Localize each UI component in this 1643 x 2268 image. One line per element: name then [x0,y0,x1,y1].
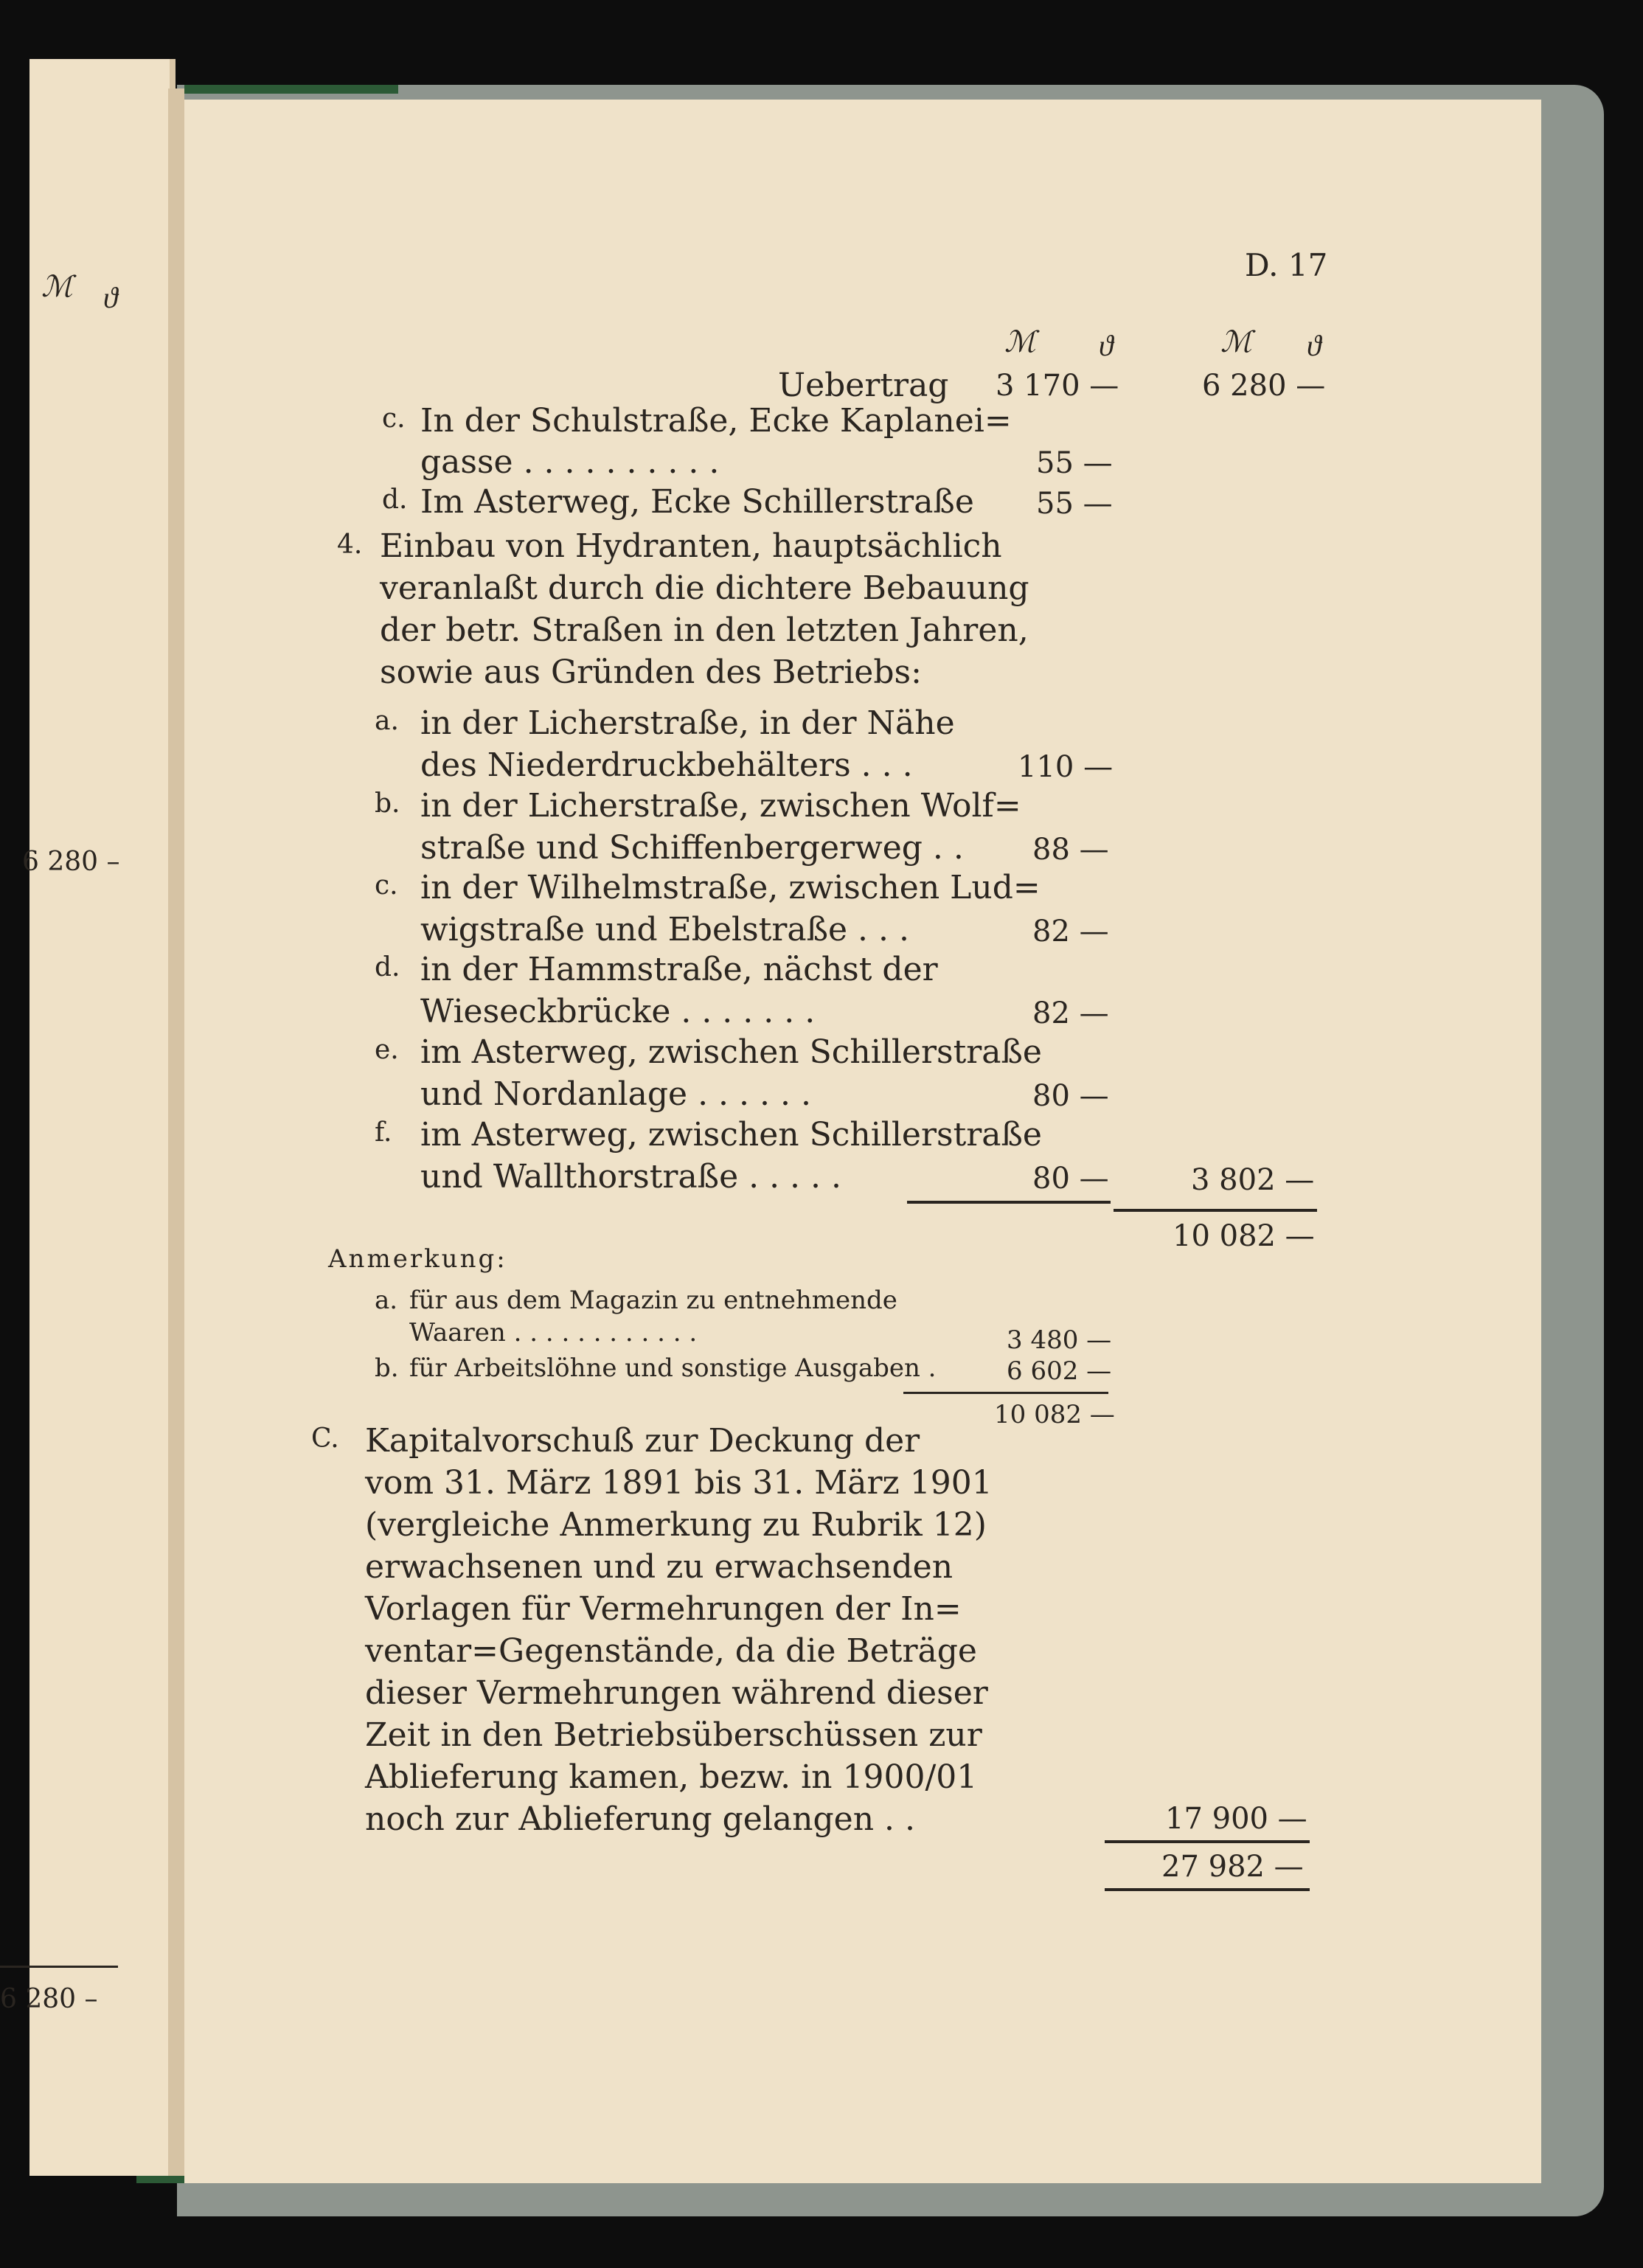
sub-e-amount: 80 — [1032,1079,1109,1113]
sub-c-line1: in der Wilhelmstraße, zwischen Lud= [420,869,1041,906]
anmerkung-title: Anmerkung: [328,1244,507,1274]
sub-a-label: a. [375,706,399,736]
anmerkung-b-label: b. [375,1353,399,1383]
sub-b-amount: 88 — [1032,833,1109,867]
anmerkung-a-line1: für aus dem Magazin zu entnehmende [409,1286,897,1315]
left-amount-bottom: 6 280 – [0,1984,98,2014]
col1-sum-rule [907,1201,1111,1204]
item-C-line10: noch zur Ablieferung gelangen . . [365,1800,915,1838]
cover-binding-top [184,85,398,94]
item-4-line1: Einbau von Hydranten, hauptsächlich [380,527,1002,565]
right-page [184,100,1541,2183]
sub-a-amount: 110 — [1018,750,1114,784]
page-number: D. 17 [1245,247,1328,283]
sub-c-label: c. [375,870,398,901]
left-currency-mark: ℳ [41,270,73,303]
grand-total-rule-bottom [1105,1888,1310,1891]
item-4-line4: sowie aus Gründen des Betriebs: [380,653,922,691]
sub-d-label: d. [375,952,400,982]
left-page [0,59,176,2176]
page-spine [168,89,184,2176]
anmerkung-a-label: a. [375,1286,398,1315]
item-4-line2: veranlaßt durch die dichtere Bebauung [380,569,1029,607]
item-C-line3: (vergleiche Anmerkung zu Rubrik 12) [365,1506,987,1544]
anmerkung-b-line1: für Arbeitslöhne und sonstige Ausgaben . [409,1353,937,1383]
subtotal-col2: 3 802 — [1191,1163,1315,1197]
item-d-line1: Im Asterweg, Ecke Schillerstraße [420,483,974,521]
sub-f-amount: 80 — [1032,1162,1109,1196]
col1-pfennig-mark: ϑ [1099,329,1114,362]
sub-f-line1: im Asterweg, zwischen Schillerstraße [420,1116,1042,1154]
item-C-line8: Zeit in den Betriebsüberschüssen zur [365,1716,982,1754]
uebertrag-amount-col2: 6 280 — [1202,369,1326,403]
item-c-amount: 55 — [1036,446,1113,480]
total-col2: 10 082 — [1173,1219,1315,1253]
sub-d-line2: Wieseckbrücke . . . . . . . [420,993,816,1030]
item-c-line1: In der Schulstraße, Ecke Kaplanei= [420,402,1012,440]
sub-b-line2: straße und Schiffenbergerweg . . [420,829,964,867]
col2-currency-mark: ℳ [1220,325,1252,358]
item-d-amount: 55 — [1036,487,1113,521]
left-amount-middle: 6 280 – [22,847,120,877]
item-C-line6: ventar=Gegenstände, da die Beträge [365,1632,977,1670]
uebertrag-label: Uebertrag [778,367,949,404]
item-d-label: d. [382,485,408,515]
sub-f-label: f. [375,1117,392,1148]
item-4-line3: der betr. Straßen in den letzten Jahren, [380,611,1029,649]
item-c-label: c. [382,403,406,434]
sub-d-amount: 82 — [1032,996,1109,1030]
sub-c-line2: wigstraße und Ebelstraße . . . [420,911,909,949]
item-C-line1: Kapitalvorschuß zur Deckung der [365,1422,920,1460]
sub-b-label: b. [375,788,400,819]
sub-e-line2: und Nordanlage . . . . . . [420,1075,811,1113]
col1-currency-mark: ℳ [1004,325,1036,358]
left-total-rule [0,1966,118,1968]
grand-total-rule-top [1105,1840,1310,1843]
sub-a-line1: in der Licherstraße, in der Nähe [420,704,955,742]
anmerkung-a-line2: Waaren . . . . . . . . . . . . [409,1318,698,1348]
grand-total: 27 982 — [1161,1850,1304,1884]
anmerkung-sum-rule [903,1392,1108,1394]
sub-a-line2: des Niederdruckbehälters . . . [420,746,913,784]
item-C-line7: dieser Vermehrungen während dieser [365,1674,988,1712]
item-C-amount: 17 900 — [1165,1802,1307,1836]
item-4-label: 4. [337,530,363,560]
sub-f-line2: und Wallthorstraße . . . . . [420,1158,841,1196]
col2-sum-rule [1114,1209,1317,1212]
item-C-line4: erwachsenen und zu erwachsenden [365,1548,954,1586]
anmerkung-a-amount: 3 480 — [1007,1325,1112,1355]
col2-pfennig-mark: ϑ [1307,329,1321,362]
item-C-line2: vom 31. März 1891 bis 31. März 1901 [365,1464,993,1502]
sub-e-line1: im Asterweg, zwischen Schillerstraße [420,1033,1042,1071]
sub-d-line1: in der Hammstraße, nächst der [420,951,938,988]
anmerkung-sum: 10 082 — [994,1400,1115,1429]
item-C-line9: Ablieferung kamen, bezw. in 1900/01 [365,1758,978,1796]
sub-b-line1: in der Licherstraße, zwischen Wolf= [420,787,1021,825]
item-C-line5: Vorlagen für Vermehrungen der In= [365,1590,962,1628]
item-c-line2: gasse . . . . . . . . . . [420,443,720,481]
sub-c-amount: 82 — [1032,915,1109,949]
anmerkung-b-amount: 6 602 — [1007,1356,1112,1386]
uebertrag-amount-col1: 3 170 — [996,369,1119,403]
left-pfennig-mark: ϑ [103,281,118,314]
item-C-label: C. [311,1423,339,1454]
sub-e-label: e. [375,1035,399,1065]
